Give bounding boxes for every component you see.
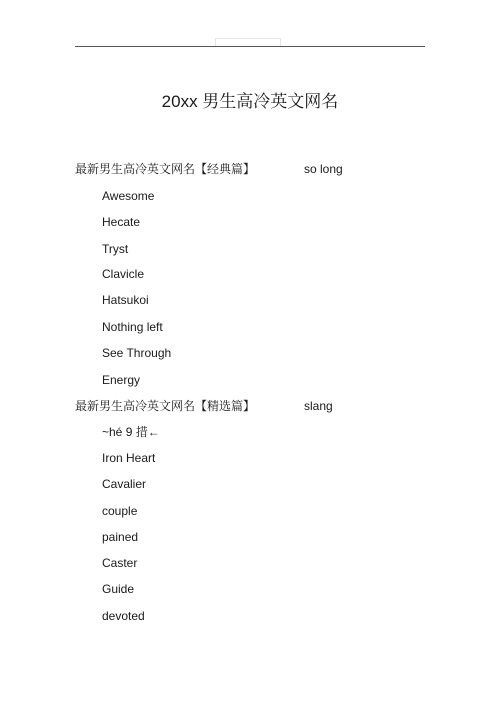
name-entry: See Through (102, 346, 172, 360)
name-entry: Energy (102, 373, 141, 387)
name-entry: Awesome (102, 189, 155, 203)
name-entry: Cavalier (102, 477, 147, 491)
name-entry: Hecate (102, 215, 141, 229)
name-entry: pained (102, 530, 139, 544)
name-entry: Iron Heart (102, 451, 156, 465)
header-rule (75, 46, 425, 47)
document-title: 20xx 男生高冷英文网名 (161, 92, 339, 111)
section-heading-selected: 最新男生高冷英文网名【精选篇】 (75, 399, 256, 413)
section-side-name: so long (304, 162, 343, 176)
name-entry: Clavicle (102, 267, 145, 281)
name-entry: Tryst (102, 242, 129, 256)
name-entry: Nothing left (102, 320, 163, 334)
name-entry: couple (102, 504, 138, 518)
header-tab-mark (215, 38, 281, 46)
section-side-name: slang (304, 399, 333, 413)
name-entry: Guide (102, 582, 135, 596)
name-entry: ~hé 9 措← (102, 425, 160, 439)
name-entry: Caster (102, 556, 138, 570)
section-heading-classic: 最新男生高冷英文网名【经典篇】 (75, 162, 256, 176)
name-entry: devoted (102, 609, 145, 623)
name-entry: Hatsukoi (102, 293, 149, 307)
